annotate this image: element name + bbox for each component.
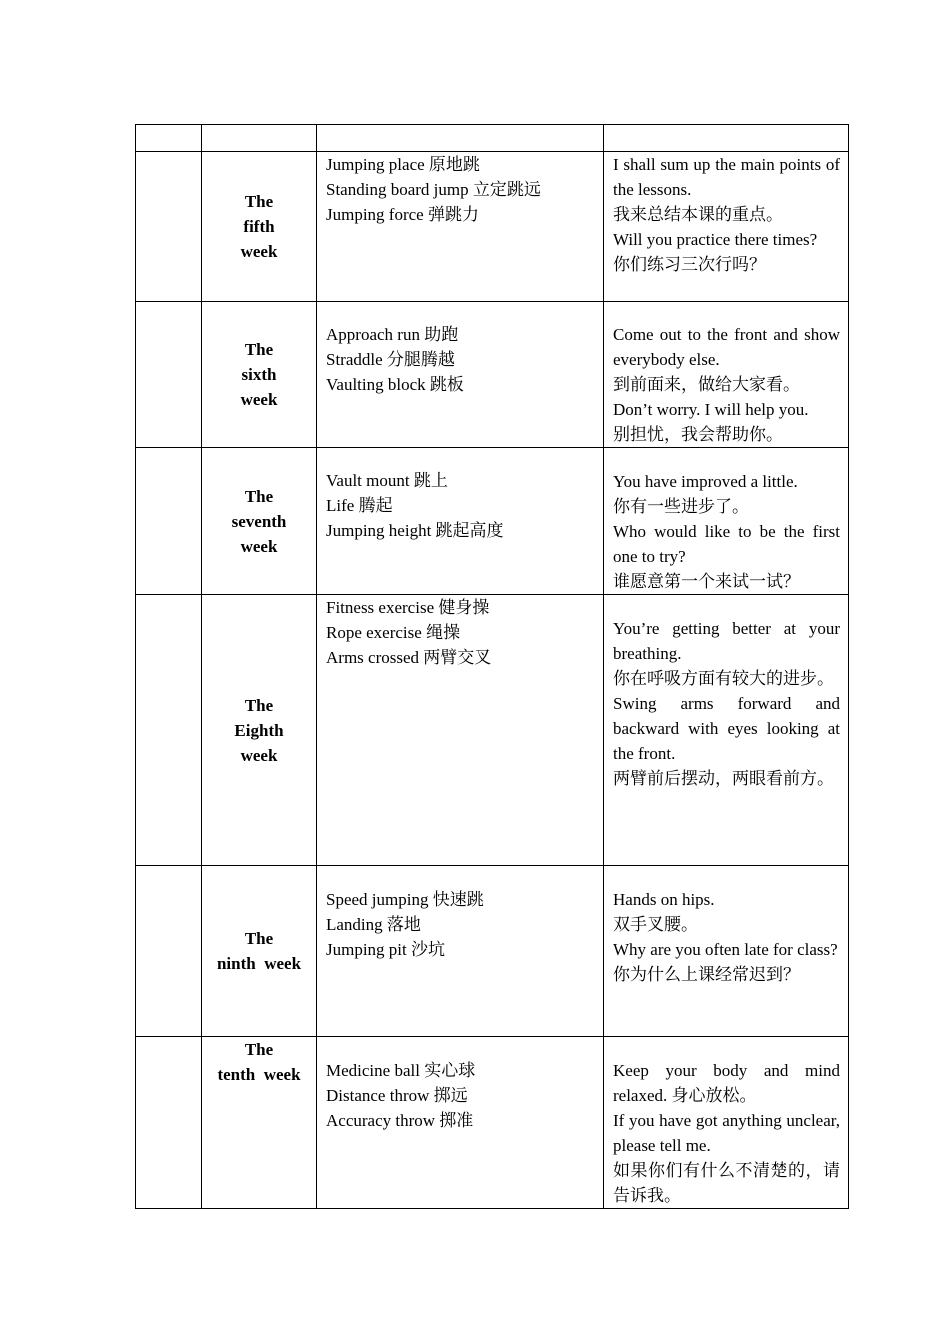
phrase: Keep your body and mind relaxed. 身心放松。 xyxy=(613,1061,840,1105)
phrase: Hands on hips. xyxy=(613,890,715,909)
table-row xyxy=(136,448,849,595)
empty-cell xyxy=(136,1037,202,1209)
phrase: Come out to the front and show everybody else. xyxy=(613,325,840,369)
week-label-line: ninth week xyxy=(216,954,302,973)
vocabulary-cell xyxy=(317,595,604,866)
phrases-cell xyxy=(604,866,849,1037)
week-label-line: tenth week xyxy=(217,1065,301,1084)
vocab-item: Jumping force 弹跳力 xyxy=(326,205,479,224)
week-label xyxy=(202,152,317,302)
header-row xyxy=(136,125,849,152)
vocab-item: Straddle 分腿腾越 xyxy=(326,350,455,369)
empty-cell xyxy=(136,866,202,1037)
table-row xyxy=(136,1037,849,1209)
week-label-line: The xyxy=(244,486,274,506)
phrase: Will you practice there times? xyxy=(613,230,818,249)
empty-cell xyxy=(136,125,202,152)
table-row xyxy=(136,866,849,1037)
phrases-cell xyxy=(604,448,849,595)
week-label-line: The xyxy=(244,340,274,359)
vocab-item: Rope exercise 绳操 xyxy=(326,623,461,642)
week-label xyxy=(202,1037,317,1209)
phrase: 我来总结本课的重点。 xyxy=(613,205,783,224)
week-label-line: seventh xyxy=(231,511,287,531)
phrase: Swing arms forward and backward with eyes looking at the front. xyxy=(613,694,840,763)
vocab-item: Jumping place 原地跳 xyxy=(326,155,480,174)
vocab-item: Fitness exercise 健身操 xyxy=(326,598,490,617)
week-label-line: The xyxy=(244,192,274,211)
phrase: 你在呼吸方面有较大的进步。 xyxy=(613,669,834,688)
phrase: Who would like to be the first one to try? xyxy=(613,522,840,566)
phrase: Don’t worry. I will help you. xyxy=(613,400,809,419)
vocab-item: Jumping height 跳起高度 xyxy=(326,521,504,540)
phrase: 你有一些进步了。 xyxy=(613,497,749,516)
vocabulary-cell xyxy=(317,448,604,595)
phrase: Why are you often late for class? xyxy=(613,940,838,959)
phrase: 两臂前后摆动，两眼看前方。 xyxy=(613,769,834,788)
table-row xyxy=(136,152,849,302)
lesson-table xyxy=(135,124,849,1209)
phrase: 到前面来，做给大家看。 xyxy=(613,375,800,394)
phrase: You’re getting better at your breathing. xyxy=(613,619,840,663)
empty-cell xyxy=(136,152,202,302)
week-label-line: week xyxy=(240,390,278,409)
empty-cell xyxy=(317,125,604,152)
vocab-item: Vaulting block 跳板 xyxy=(326,375,464,394)
vocabulary-cell xyxy=(317,152,604,302)
week-label-line: sixth xyxy=(241,365,277,384)
week-label-line: week xyxy=(240,745,278,765)
week-label xyxy=(202,448,317,595)
phrase: 如果你们有什么不清楚的，请告诉我。 xyxy=(613,1161,840,1205)
phrases-cell xyxy=(604,1037,849,1209)
phrase: 你为什么上课经常迟到？ xyxy=(613,965,800,984)
vocab-item: Accuracy throw 掷准 xyxy=(326,1111,474,1130)
vocab-item: Jumping pit 沙坑 xyxy=(326,940,446,959)
phrase: I shall sum up the main points of the lessons. xyxy=(613,155,840,199)
week-label-line: fifth xyxy=(243,217,275,236)
empty-cell xyxy=(136,448,202,595)
vocab-item: Landing 落地 xyxy=(326,915,421,934)
vocab-item: Distance throw 掷远 xyxy=(326,1086,468,1105)
week-label-line: week xyxy=(240,242,278,261)
phrase: If you have got anything unclear, please tell me. xyxy=(613,1111,840,1155)
week-label-line: week xyxy=(240,536,278,556)
empty-cell xyxy=(136,302,202,448)
week-label-line: Eighth xyxy=(234,720,284,740)
empty-cell xyxy=(136,595,202,866)
phrases-cell xyxy=(604,595,849,866)
phrase: 你们练习三次行吗？ xyxy=(613,255,766,274)
week-label-line: The xyxy=(244,695,274,715)
week-label xyxy=(202,302,317,448)
empty-cell xyxy=(202,125,317,152)
phrases-cell xyxy=(604,302,849,448)
vocabulary-cell xyxy=(317,1037,604,1209)
vocab-item: Medicine ball 实心球 xyxy=(326,1061,476,1080)
empty-cell xyxy=(604,125,849,152)
vocab-item: Approach run 助跑 xyxy=(326,325,459,344)
phrases-cell xyxy=(604,152,849,302)
table-row xyxy=(136,302,849,448)
vocabulary-cell xyxy=(317,866,604,1037)
week-label xyxy=(202,866,317,1037)
week-label-line: The xyxy=(244,1040,274,1059)
vocabulary-cell xyxy=(317,302,604,448)
vocab-item: Arms crossed 两臂交叉 xyxy=(326,648,492,667)
week-label xyxy=(202,595,317,866)
phrase: 谁愿意第一个来试一试？ xyxy=(613,572,800,591)
table-row xyxy=(136,595,849,866)
vocab-item: Speed jumping 快速跳 xyxy=(326,890,484,909)
week-label-line: The xyxy=(244,929,274,948)
vocab-item: Life 腾起 xyxy=(326,496,393,515)
phrase: You have improved a little. xyxy=(613,472,798,491)
vocab-item: Vault mount 跳上 xyxy=(326,471,448,490)
vocab-item: Standing board jump 立定跳远 xyxy=(326,180,541,199)
phrase: 双手叉腰。 xyxy=(613,915,698,934)
phrase: 别担忧，我会帮助你。 xyxy=(613,425,783,444)
